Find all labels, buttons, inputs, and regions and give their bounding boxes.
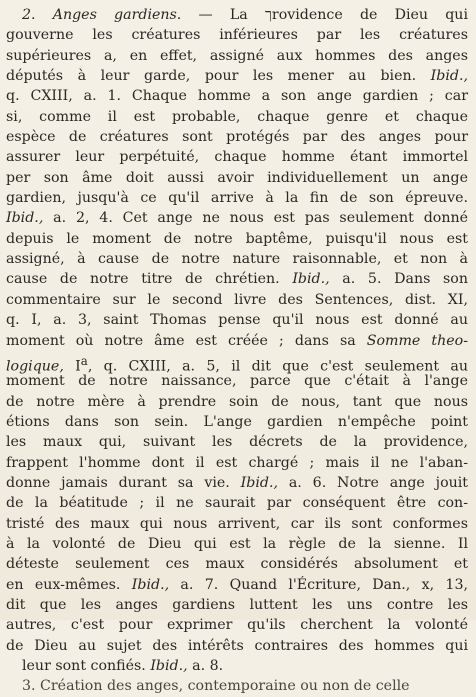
- book-title: Somme theo-: [366, 332, 468, 349]
- text-run: a. 2, 4. Cet ange ne nous est pas seulement donné: [43, 210, 468, 227]
- book-title: logique,: [6, 358, 64, 375]
- citation: Ibid.,: [131, 576, 170, 593]
- text-line: [6, 5, 468, 25]
- text-line: étions dans son sein. L'ange gardien n'empêche point: [6, 413, 468, 430]
- text-run: en eux-mêmes.: [6, 576, 132, 593]
- text-line: [6, 66, 468, 86]
- text-line: q. I, a. 3, saint Thomas pense qu'il nous est donné au: [6, 312, 468, 329]
- article-text: [6, 5, 469, 695]
- text-run: cause de notre titre de chrétien.: [6, 271, 293, 288]
- text-line: de notre mère à prendre soin de nous, tant que nous: [6, 393, 468, 410]
- text-line: gardien, jusqu'à ce qu'il arrive à la fin de son épreuve.: [6, 190, 468, 207]
- text-run: I: [63, 358, 81, 375]
- text-line: assurer leur perpétuité, chaque homme étant immortel: [6, 149, 468, 166]
- text-line: autres, c'est pour exprimer qu'ils cherchent la volonté: [6, 617, 468, 634]
- text-line: si, comme il est probable, chaque genre et chaque: [6, 108, 468, 125]
- text-line: à la volonté de Dieu qui est la règle de la sienne. Il: [6, 535, 468, 552]
- section-heading: 2. Anges gardiens.: [22, 7, 182, 23]
- text-run: — La: [181, 7, 265, 23]
- citation: Ibid.,: [150, 658, 188, 674]
- citation: Ibid.,: [430, 68, 468, 85]
- text-line: depuis le moment de notre baptême, puisqu'il nous est: [6, 230, 468, 247]
- text-line: les maux qui, suivant les décrets de la providence,: [6, 434, 468, 451]
- text-run: ךrovidence de Dieu qui: [264, 7, 468, 23]
- text-line: moment de notre naissance, parce que c'était à l'ange: [6, 373, 468, 390]
- text-run: donne jamais durant sa vie.: [6, 474, 241, 491]
- text-line: [6, 473, 468, 493]
- text-line: [6, 269, 468, 289]
- text-line: [6, 656, 468, 676]
- citation: Ibid.,: [6, 210, 44, 227]
- text-line: déteste seulement ces maux considérés absolument et: [6, 556, 468, 573]
- text-run: a. 8.: [187, 658, 224, 674]
- text-line: [6, 575, 468, 595]
- text-line: dit que les anges gardiens luttent les uns contre les: [6, 596, 468, 613]
- text-line: assigné, à cause de notre nature raisonnable, et non à: [6, 251, 468, 268]
- text-run: moment où notre âme est créée ; dans sa: [6, 332, 367, 349]
- text-line: espèce de créatures sont protégés par des anges pour: [6, 129, 468, 146]
- text-line: gouverne les créatures inférieures par les créatures: [6, 27, 468, 44]
- text-line: [6, 331, 468, 351]
- text-line: q. CXIII, a. 1. Chaque homme a son ange gardien ; car: [6, 88, 468, 105]
- text-run: députés à leur garde, pour les mener au bien.: [6, 68, 431, 85]
- superscript: a: [80, 353, 88, 368]
- text-line: supérieures a, en effet, assigné aux hommes des anges: [6, 47, 468, 64]
- text-run: a. 7. Quand l'Écriture, Dan., x, 13,: [169, 576, 468, 593]
- text-run: , q. CXIII, a. 5, il dit que c'est seulement au: [87, 358, 469, 375]
- text-run: a. 6. Notre ange jouit: [277, 474, 468, 491]
- text-line: de Dieu au sujet des intérêts contraires des hommes qui: [6, 637, 468, 654]
- text-line: [6, 351, 469, 375]
- text-run: leur sont confiés.: [22, 658, 151, 674]
- citation: Ibid.,: [240, 474, 278, 491]
- text-line: [6, 208, 468, 228]
- text-line: frappent l'homme dont il est chargé ; mais il ne l'aban-: [6, 454, 468, 471]
- text-run: a. 5. Dans son: [329, 271, 468, 288]
- text-line: tristé des maux qui nous arrivent, car ils sont conformes: [6, 515, 468, 532]
- text-line: de la béatitude ; il ne saurait par conséquent être con-: [6, 495, 468, 512]
- text-line-partial: 3. Création des anges, contemporaine ou non de celle: [22, 678, 410, 695]
- text-line: per son âme doit aussi avoir individuellement un ange: [6, 169, 468, 186]
- text-line: commentaire sur le second livre des Sentences, dist. XI,: [6, 291, 468, 308]
- citation: Ibid.,: [292, 271, 330, 288]
